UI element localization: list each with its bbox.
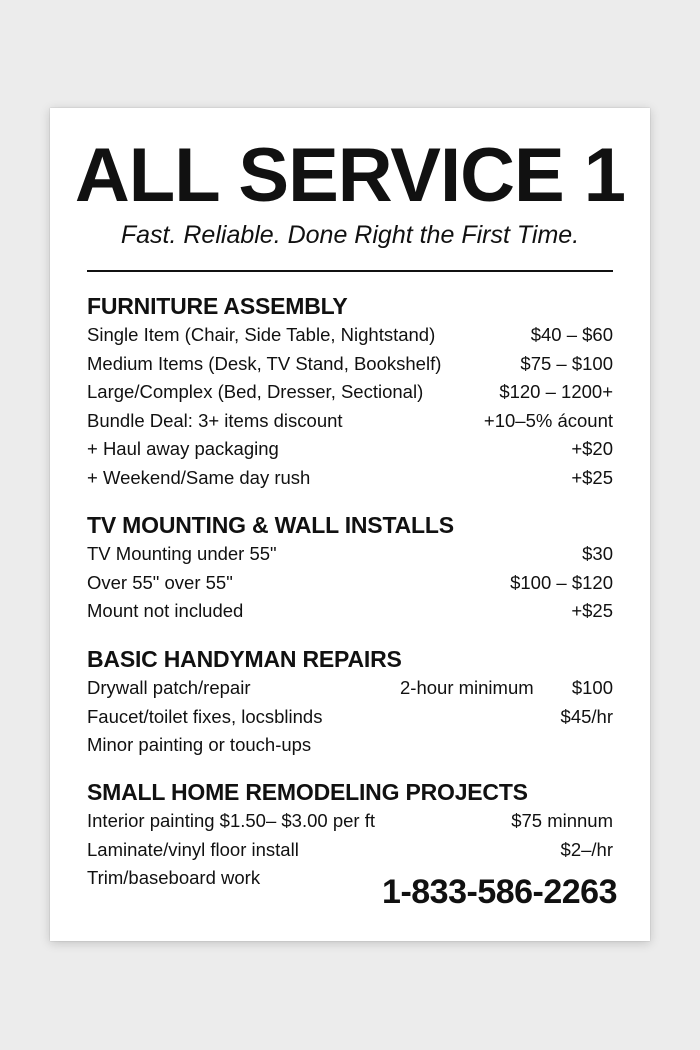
price-row — [87, 674, 613, 703]
phone-number: 1-833-586-2263 — [382, 873, 617, 911]
price-row — [87, 321, 613, 350]
price-row — [87, 569, 613, 598]
service-price: +$25 — [571, 600, 613, 621]
price-row — [87, 731, 613, 760]
service-price: +$20 — [571, 438, 613, 459]
service-label: + Weekend/Same day rush — [87, 466, 311, 488]
price-row — [87, 407, 613, 436]
price-row — [87, 597, 613, 626]
section-furniture-assembly — [87, 291, 613, 492]
service-label: Mount not included — [87, 600, 244, 621]
price-row — [87, 540, 613, 569]
price-row — [87, 703, 613, 732]
service-label: Single Item (Chair, Side Table, Nightstand) — [87, 324, 436, 345]
section-title: TV MOUNTING & WALL INSTALLS — [87, 512, 454, 538]
service-note: 2-hour minimum — [400, 677, 534, 698]
service-price: $75 minnum — [511, 810, 613, 831]
section-tv-mounting — [87, 510, 613, 626]
service-label: Laminate/vinyl floor install — [87, 838, 299, 860]
price-row — [87, 350, 613, 379]
service-price: $45/hr — [560, 705, 613, 727]
price-row — [87, 435, 613, 464]
service-label: + Haul away packaging — [87, 438, 279, 459]
section-title: BASIC HANDYMAN REPAIRS — [87, 646, 402, 672]
section-title: FURNITURE ASSEMBLY — [87, 293, 348, 319]
flyer-title: ALL SERVICE 1 — [74, 133, 626, 218]
service-price: $100 – $120 — [510, 571, 613, 593]
price-row — [87, 807, 613, 836]
price-row — [87, 378, 613, 407]
service-price: +10–5% ácount — [483, 409, 613, 431]
price-row — [87, 836, 613, 865]
service-label: Drywall patch/repair — [87, 677, 251, 698]
section-title: SMALL HOME REMODELING PROJECTS — [87, 779, 528, 805]
service-label: Large/Complex (Bed, Dresser, Sectional) — [87, 381, 424, 402]
service-price: $120 – 1200+ — [499, 381, 613, 402]
service-price: $2–/hr — [560, 838, 613, 860]
service-label: Interior painting $1.50– $3.00 per ft — [87, 810, 375, 831]
service-label: Over 55" over 55" — [87, 571, 233, 593]
service-label: Trim/baseboard work — [87, 867, 261, 888]
service-label: Bundle Deal: 3+ items discount — [87, 409, 343, 431]
price-row — [87, 464, 613, 493]
service-price: +$25 — [571, 466, 613, 488]
service-label: TV Mounting under 55" — [87, 543, 277, 564]
service-price: $75 – $100 — [520, 352, 613, 374]
service-label: Faucet/toilet fixes, locsblinds — [87, 705, 323, 727]
flyer-sheet — [50, 108, 650, 941]
service-price: $100 — [571, 677, 613, 698]
service-label: Medium Items (Desk, TV Stand, Bookshelf) — [87, 352, 442, 374]
service-label: Minor painting or touch-ups — [87, 734, 312, 755]
section-handyman-repairs — [87, 644, 613, 760]
service-price: $30 — [582, 543, 613, 564]
flyer-tagline: Fast. Reliable. Done Right the First Time. — [120, 221, 580, 249]
divider — [87, 270, 613, 272]
service-price: $40 – $60 — [530, 324, 613, 345]
